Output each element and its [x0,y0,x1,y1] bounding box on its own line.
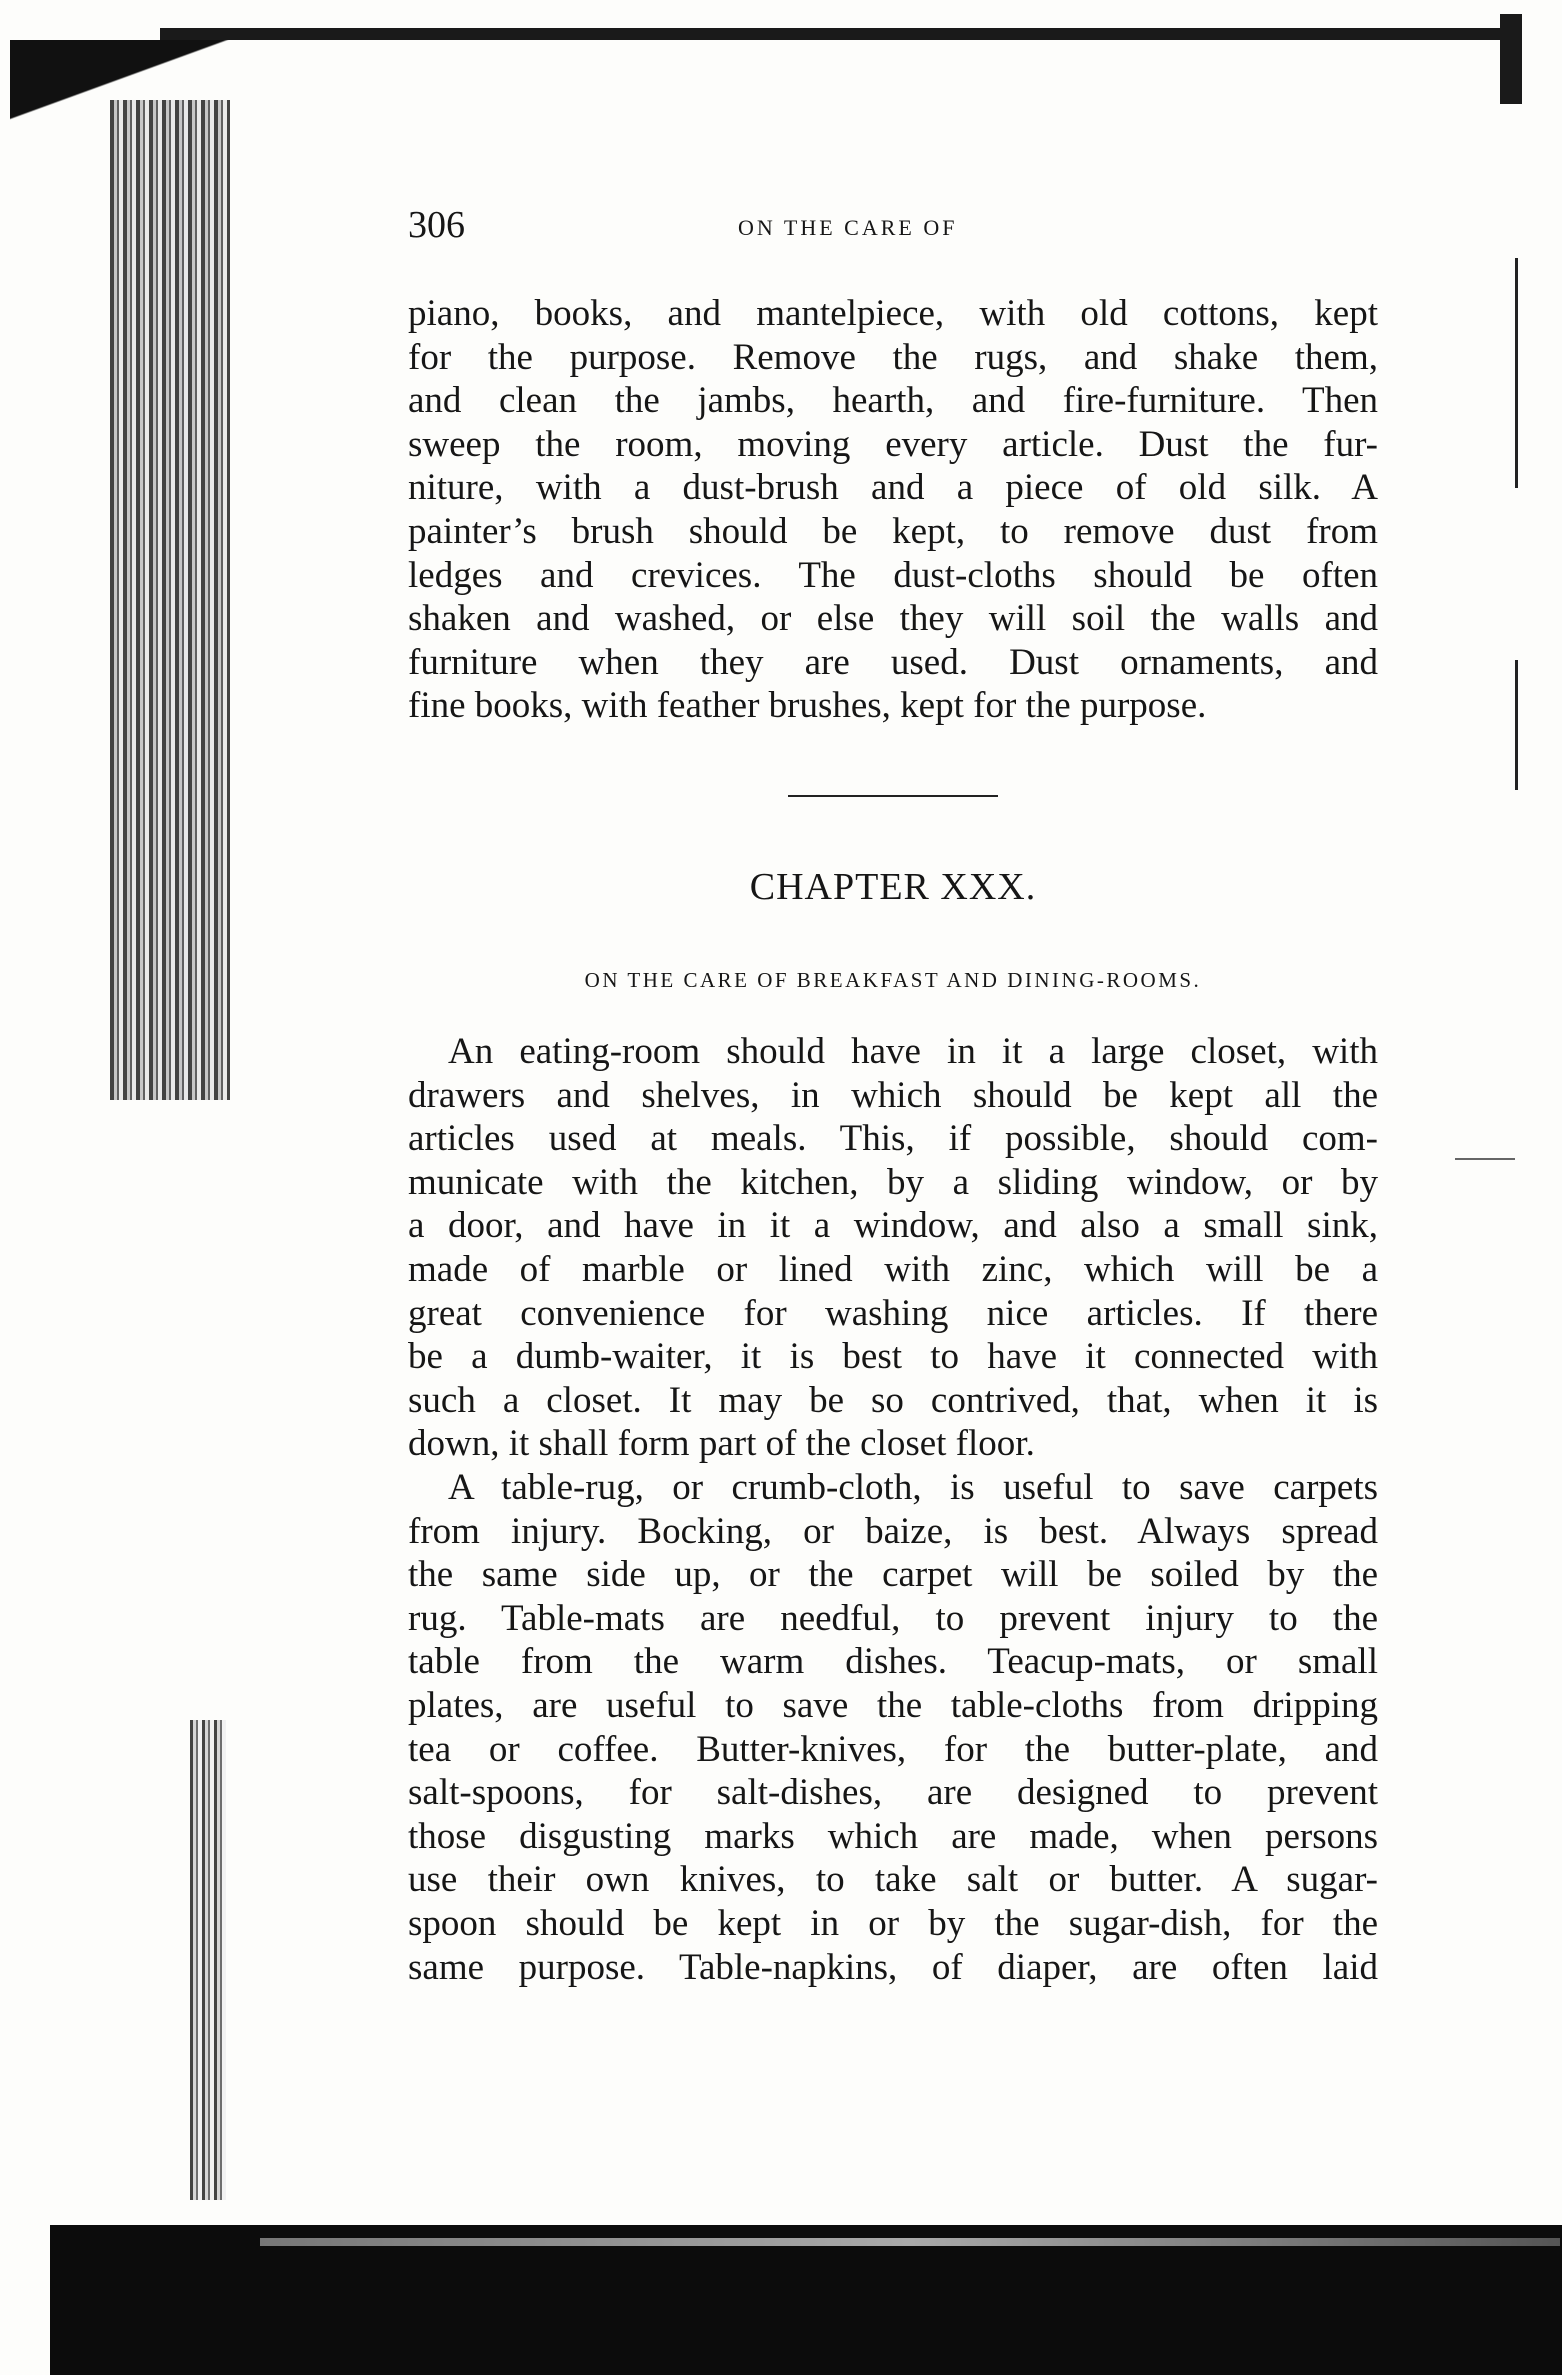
text-line: A table-rug, or crumb-cloth, is useful to save carpets [448,1467,1378,1508]
text-line: tea or coffee. Butter-knives, for the butter-plate, and [408,1728,1378,1770]
text-line: articles used at meals. This, if possible, should com- [408,1118,1378,1160]
text-line: those disgusting marks which are made, when persons [408,1815,1378,1857]
text-line: use their own knives, to take salt or butter. A sugar- [408,1859,1378,1901]
scan-bottom-edge [50,2225,1562,2375]
running-head-title: ON THE CARE OF [738,215,958,240]
text-line: piano, books, and mantelpiece, with old cottons, kept [408,293,1378,334]
text-line: and clean the jambs, hearth, and fire-furniture. Then [408,380,1378,422]
text-line: fine books, with feather brushes, kept for the purpose. [408,685,1207,727]
text-line: plates, are useful to save the table-cloths from dripping [408,1684,1378,1726]
text-line: such a closet. It may be so contrived, that, when it is [408,1379,1378,1421]
text-line: be a dumb-waiter, it is best to have it connected with [408,1336,1378,1378]
paragraph [408,1466,1378,1989]
text-line: municate with the kitchen, by a sliding window, or by [408,1161,1378,1203]
paragraph-continued [408,292,1378,728]
text-line: ledges and crevices. The dust-cloths should be often [408,554,1378,596]
scan-top-edge [160,28,1520,40]
text-line: table from the warm dishes. Teacup-mats, or small [408,1641,1378,1683]
paragraph [408,1030,1378,1466]
text-line: the same side up, or the carpet will be soiled by the [408,1554,1378,1596]
page-number: 306 [408,204,465,246]
text-line: furniture when they are used. Dust ornaments, and [408,641,1378,683]
chapter-title: CHAPTER XXX. [749,866,1037,908]
scan-right-edge-line-lower [1515,660,1518,790]
scan-binding-shadow-lower [190,1720,226,2200]
text-line: shaken and washed, or else they will soil the walls and [408,598,1378,640]
scan-binding-shadow [110,100,230,1100]
text-line: An eating-room should have in it a large closet, with [448,1031,1378,1072]
text-line: drawers and shelves, in which should be kept all the [408,1074,1378,1116]
text-line: spoon should be kept in or by the sugar-dish, for the [408,1902,1378,1944]
text-line: a door, and have in it a window, and also a small sink, [408,1205,1378,1247]
scan-right-edge-line [1515,258,1518,488]
text-line: sweep the room, moving every article. Dust the fur- [408,423,1378,465]
section-divider [788,795,998,797]
running-head [408,200,1388,250]
scan-bottom-highlight [260,2238,1560,2246]
text-line: for the purpose. Remove the rugs, and shake them, [408,336,1378,378]
text-line: niture, with a dust-brush and a piece of old silk. A [408,467,1378,509]
text-line: rug. Table-mats are needful, to prevent injury to the [408,1597,1378,1639]
text-line: made of marble or lined with zinc, which will be a [408,1248,1378,1290]
text-line: salt-spoons, for salt-dishes, are designed to prevent [408,1772,1378,1814]
text-line: same purpose. Table-napkins, of diaper, are often laid [408,1946,1378,1988]
scan-right-corner [1500,14,1522,104]
text-line: great convenience for washing nice articles. If there [408,1292,1378,1334]
text-line: painter’s brush should be kept, to remove dust from [408,510,1378,552]
text-line: from injury. Bocking, or baize, is best. Always spread [408,1510,1378,1552]
margin-mark [1455,1158,1515,1160]
chapter-subtitle: ON THE CARE OF BREAKFAST AND DINING-ROOMS. [584,968,1202,992]
text-line: down, it shall form part of the closet floor. [408,1423,1035,1465]
